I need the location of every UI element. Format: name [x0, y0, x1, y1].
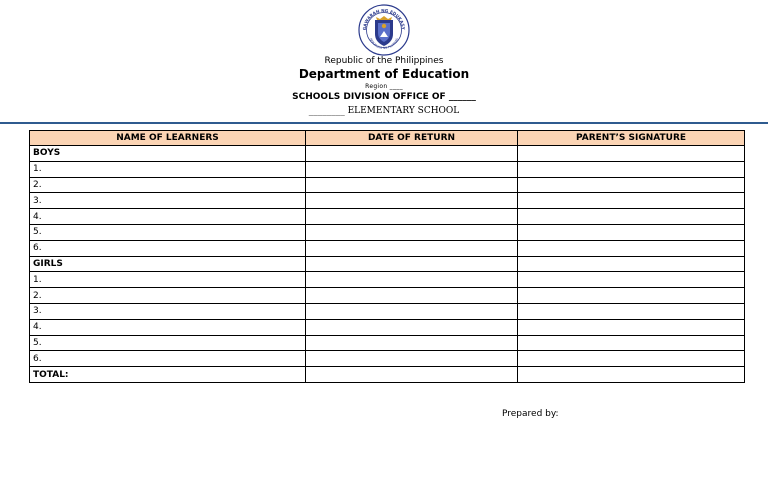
learner-number-cell: 5.	[30, 335, 306, 351]
table-row	[30, 288, 745, 304]
learner-number-cell: 2.	[30, 288, 306, 304]
column-header-name: NAME OF LEARNERS	[30, 131, 306, 146]
learner-number-cell: 6.	[30, 351, 306, 367]
parent-signature-cell[interactable]	[518, 351, 745, 367]
parent-signature-cell[interactable]	[518, 161, 745, 177]
seal-bottom-text: REPUBLIKA NG PILIPINAS	[368, 37, 400, 51]
table-row	[30, 319, 745, 335]
learners-table	[29, 130, 745, 383]
table-group-row	[30, 367, 745, 383]
prepared-by-label: Prepared by:	[502, 409, 559, 419]
date-of-return-cell[interactable]	[306, 288, 518, 304]
parent-signature-cell[interactable]	[518, 224, 745, 240]
column-header-signature: PARENT’S SIGNATURE	[518, 131, 745, 146]
learner-number-cell: 6.	[30, 240, 306, 256]
school-label: ________ ELEMENTARY SCHOOL	[308, 106, 460, 116]
department-title: Department of Education	[298, 67, 470, 81]
date-of-return-cell[interactable]	[306, 256, 518, 272]
date-of-return-cell[interactable]	[306, 224, 518, 240]
date-of-return-cell[interactable]	[306, 193, 518, 209]
parent-signature-cell[interactable]	[518, 303, 745, 319]
group-label: BOYS	[30, 146, 306, 162]
learner-number-cell: 4.	[30, 319, 306, 335]
date-of-return-cell[interactable]	[306, 240, 518, 256]
parent-signature-cell[interactable]	[518, 367, 745, 383]
seal-ring-text: GAWARAN NG EDUKASY	[361, 7, 407, 31]
table-row	[30, 335, 745, 351]
learner-number-cell: 3.	[30, 303, 306, 319]
table-header-row	[30, 131, 745, 146]
learner-number-cell: 5.	[30, 224, 306, 240]
learner-number-cell: 4.	[30, 209, 306, 225]
division-label: SCHOOLS DIVISION OFFICE OF ______	[292, 92, 476, 102]
table-row	[30, 224, 745, 240]
table-group-row	[30, 256, 745, 272]
date-of-return-cell[interactable]	[306, 319, 518, 335]
region-label: Region ____	[365, 83, 403, 90]
group-label: TOTAL:	[30, 367, 306, 383]
parent-signature-cell[interactable]	[518, 288, 745, 304]
date-of-return-cell[interactable]	[306, 272, 518, 288]
learner-number-cell: 1.	[30, 272, 306, 288]
table-row	[30, 272, 745, 288]
header-divider	[0, 122, 768, 124]
group-label: GIRLS	[30, 256, 306, 272]
date-of-return-cell[interactable]	[306, 303, 518, 319]
date-of-return-cell[interactable]	[306, 209, 518, 225]
parent-signature-cell[interactable]	[518, 319, 745, 335]
parent-signature-cell[interactable]	[518, 256, 745, 272]
learner-number-cell: 1.	[30, 161, 306, 177]
deped-seal-icon	[358, 4, 410, 56]
date-of-return-cell[interactable]	[306, 177, 518, 193]
table-row	[30, 193, 745, 209]
parent-signature-cell[interactable]	[518, 335, 745, 351]
date-of-return-cell[interactable]	[306, 146, 518, 162]
learner-number-cell: 3.	[30, 193, 306, 209]
table-row	[30, 161, 745, 177]
parent-signature-cell[interactable]	[518, 240, 745, 256]
table-row	[30, 351, 745, 367]
date-of-return-cell[interactable]	[306, 367, 518, 383]
parent-signature-cell[interactable]	[518, 146, 745, 162]
table-row	[30, 177, 745, 193]
parent-signature-cell[interactable]	[518, 272, 745, 288]
date-of-return-cell[interactable]	[306, 335, 518, 351]
parent-signature-cell[interactable]	[518, 209, 745, 225]
table-group-row	[30, 146, 745, 162]
date-of-return-cell[interactable]	[306, 161, 518, 177]
learner-number-cell: 2.	[30, 177, 306, 193]
table-row	[30, 209, 745, 225]
republic-label: Republic of the Philippines	[324, 56, 444, 66]
column-header-date: DATE OF RETURN	[306, 131, 518, 146]
table-row	[30, 303, 745, 319]
table-row	[30, 240, 745, 256]
parent-signature-cell[interactable]	[518, 193, 745, 209]
parent-signature-cell[interactable]	[518, 177, 745, 193]
date-of-return-cell[interactable]	[306, 351, 518, 367]
